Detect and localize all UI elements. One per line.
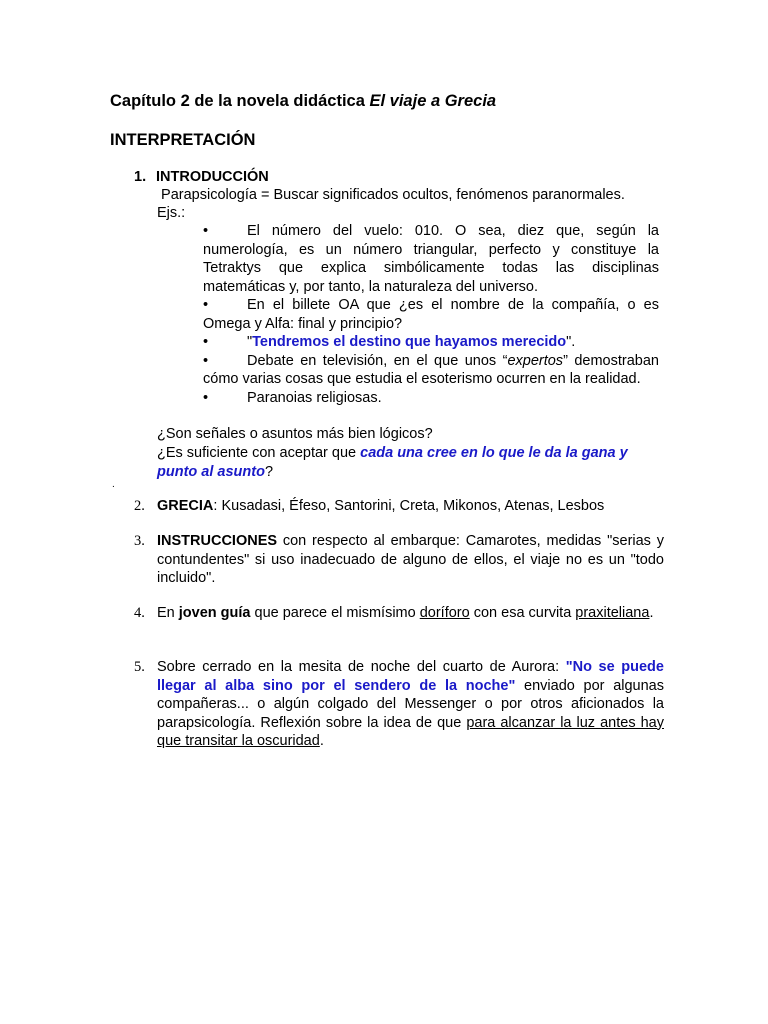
- intro-definition: Parapsicología = Buscar significados ocultos, fenómenos paranormales.: [157, 187, 625, 203]
- title-book: El viaje a Grecia: [369, 92, 497, 110]
- intro-ejs: Ejs.:: [157, 205, 186, 221]
- quote-close: ".: [566, 334, 576, 350]
- intro-question-2: [157, 444, 659, 481]
- item-bold: GRECIA: [157, 498, 214, 514]
- item-number: 4.: [134, 605, 145, 621]
- item-body: enviado por algunas compañeras... o algún colgado del Messenger o por otros aficionados la parapsicología. Reflexión sobre la idea de que: [157, 677, 664, 731]
- item-text: [157, 604, 664, 623]
- bullet-icon: •: [203, 334, 209, 350]
- title-main: Capítulo 2 de la novela didáctica: [110, 92, 370, 110]
- question-mark: ?: [264, 463, 274, 480]
- list-item-instrucciones: [134, 532, 664, 588]
- list-item: [203, 389, 659, 408]
- item-body: con respecto al embarque: Camarotes, medidas "serias y contundentes" si uso inadecuado de alguno de ellos, el viaje no es un "todo incluido".: [157, 533, 664, 586]
- bullet-text: En el billete OA que ¿es el nombre de la compañía, o es Omega y Alfa: final y principio?: [203, 297, 659, 332]
- list-item: [203, 296, 659, 333]
- list-item: [203, 333, 659, 352]
- bullet-text: ” demostraban cómo varias cosas que estudia el esoterismo ocurren en la realidad.: [203, 352, 659, 387]
- item-number: 5.: [134, 659, 145, 675]
- bullet-icon: •: [203, 297, 209, 313]
- bullet-text: El número del vuelo: 010. O sea, diez que, según la numerología, es un número triangular, perfecto y constituye la Tetraktys que explica simbólicamente todas las disciplinas matemáticas y, por tanto, la naturaleza del universo.: [203, 223, 659, 295]
- item-text: [157, 497, 664, 516]
- list-item: [203, 352, 659, 389]
- question-text: ¿Es suficiente con aceptar que: [157, 445, 361, 461]
- highlighted-quote: "No se puede llegar al alba sino por el sendero de la noche": [157, 659, 664, 694]
- list-item-sobre: [134, 658, 664, 751]
- underlined-term: praxiteliana: [575, 605, 650, 621]
- bullet-icon: •: [203, 352, 209, 369]
- item-body: .: [319, 733, 324, 749]
- item-body: : Kusadasi, Éfeso, Santorini, Creta, Mikonos, Atenas, Lesbos: [213, 498, 605, 514]
- underlined-phrase: para alcanzar la luz antes hay que transitar la oscuridad: [157, 714, 664, 749]
- list-item: [203, 222, 659, 296]
- bullet-icon: •: [203, 223, 209, 239]
- item-number: 3.: [134, 533, 145, 549]
- section-heading: INTERPRETACIÓN: [110, 131, 256, 149]
- item-bold: INSTRUCCIONES: [157, 533, 278, 549]
- quote-open: ": [247, 334, 253, 350]
- example-bullet-list: [203, 222, 659, 407]
- stray-mark: .: [112, 479, 115, 490]
- item-number: 2.: [134, 498, 145, 514]
- bullet-text: Debate en televisión, en el que unos “: [247, 352, 508, 369]
- document-title: [110, 92, 496, 111]
- bullet-text: Paranoias religiosas.: [247, 389, 382, 406]
- highlighted-phrase: cada una cree en lo que le da la gana y punto al asunto: [157, 445, 628, 480]
- list-item-joven-guia: [134, 604, 664, 623]
- italic-term: expertos: [507, 352, 564, 369]
- bullet-icon: •: [203, 389, 209, 406]
- item-body: .: [649, 605, 654, 621]
- underlined-term: doríforo: [419, 605, 470, 621]
- intro-number: 1.: [134, 169, 147, 185]
- item-body: que parece el mismísimo: [250, 605, 420, 621]
- item-bold: joven guía: [178, 605, 251, 621]
- intro-question-1: ¿Son señales o asuntos más bien lógicos?: [157, 426, 433, 442]
- item-body: En: [157, 605, 179, 621]
- item-text: [157, 658, 664, 751]
- item-text: [157, 532, 664, 588]
- item-body: Sobre cerrado en la mesita de noche del cuarto de Aurora:: [157, 659, 566, 675]
- intro-heading-text: INTRODUCCIÓN: [156, 169, 269, 185]
- intro-heading: [134, 168, 269, 187]
- item-body: con esa curvita: [469, 605, 576, 621]
- highlighted-quote: Tendremos el destino que hayamos merecido: [252, 334, 567, 350]
- list-item-grecia: [134, 497, 664, 516]
